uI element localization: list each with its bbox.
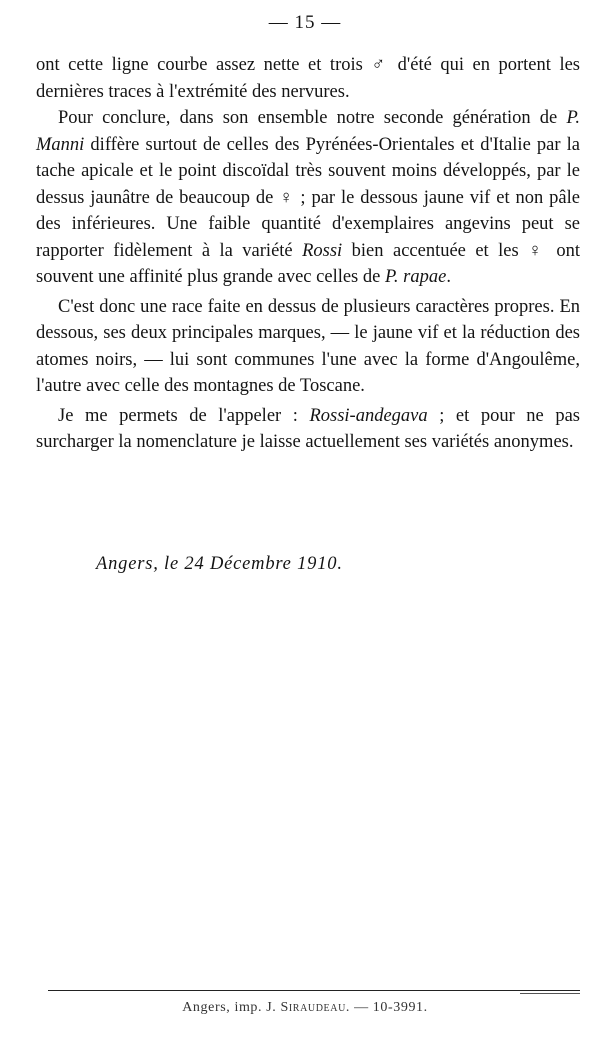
text-run: diffère surtout de celles des Pyrénées-Orientales et d'Italie par la tache apicale et le point discoïdal très souvent moins développés, par le dessus jaunâtre de beaucoup de ♀ ; par le dessous jaune vif et non pâle des inférieures. Une faible quantité d'exemplaires angevins peut se rapporter fidèlement à la variété: [36, 134, 580, 261]
text-run: .: [446, 267, 451, 287]
footer-divider-short: [520, 993, 580, 994]
italic-term: Rossi-andegava: [309, 405, 428, 426]
imprint-printer-name: Siraudeau: [280, 1000, 346, 1015]
imprint-prefix: Angers, imp. J.: [182, 1000, 281, 1015]
text-run: C'est donc une race faite en dessus de plusieurs caractères propres. En dessous, ses deux principales marques, — le jaune vif et la réduction des atomes noirs, — lui sont communes l'une avec la forme d'Angoulême, l'autre avec celle des montagnes de Toscane.: [36, 296, 580, 396]
text-run: bien accentuée et les ♀ ont souvent une affinité plus grande avec celles de: [36, 240, 580, 287]
text-run: Pour conclure, dans son ensemble notre seconde génération de: [58, 108, 567, 128]
text-run: ; et pour ne pas surcharger la nomenclature je laisse actuellement ses variétés anonymes.: [36, 405, 580, 452]
italic-term: P. Manni: [36, 108, 580, 155]
paragraph: [36, 52, 580, 105]
footer-divider: [48, 990, 580, 991]
body-text: [36, 52, 580, 456]
italic-term: P. rapae: [384, 267, 447, 287]
page-number: — 15 —: [268, 12, 342, 33]
date-signature: Angers, le 24 Décembre 1910.: [96, 554, 343, 574]
text-run: Je me permets de l'appeler :: [58, 405, 310, 426]
paragraph: [36, 294, 580, 400]
text-run: ont cette ligne courbe assez nette et trois ♂ d'été qui en portent les dernières traces à l'extrémité des nervures.: [36, 55, 580, 102]
imprint-suffix: . — 10-3991.: [345, 1000, 428, 1015]
paragraph: [36, 105, 580, 291]
paragraph: [36, 403, 580, 456]
printer-imprint: [0, 1000, 610, 1016]
italic-term: Rossi: [302, 240, 343, 261]
